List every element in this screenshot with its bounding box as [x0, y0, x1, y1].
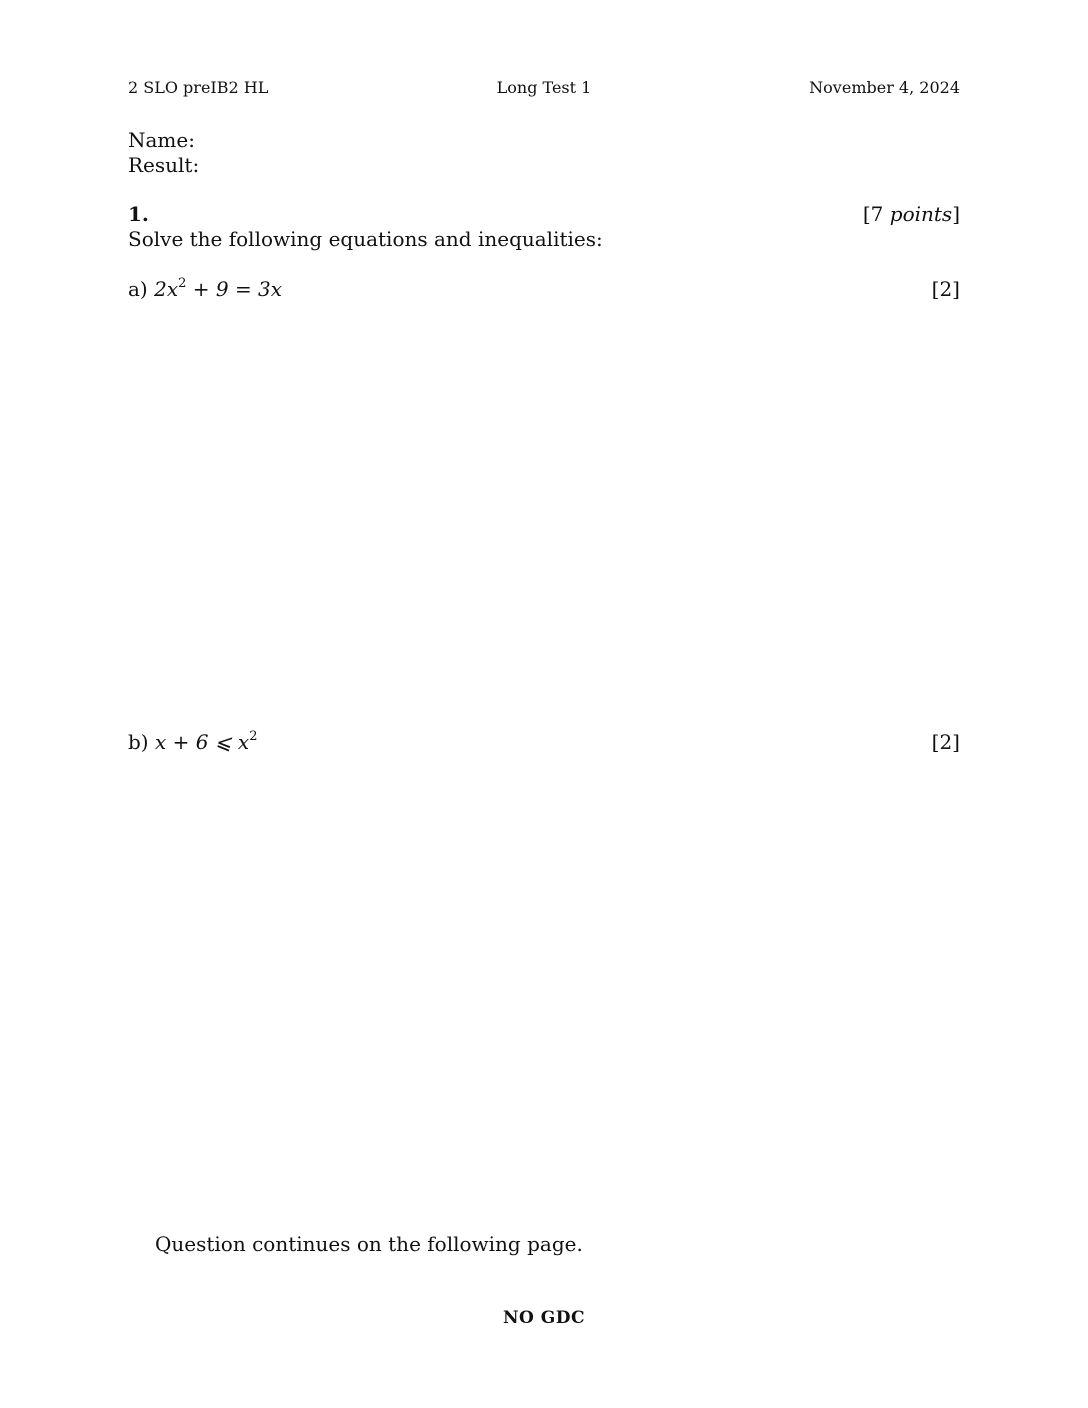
question-points — [863, 202, 960, 226]
result-label: Result: — [128, 153, 200, 177]
part-a-marks: [2] — [931, 277, 960, 301]
class-code: 2 SLO preIB2 HL — [128, 78, 269, 97]
part-a-exponent: 2 — [178, 276, 187, 291]
part-b-exponent: 2 — [249, 729, 258, 744]
part-a-expr-pre: 2x — [154, 277, 179, 301]
points-open: [7 — [862, 202, 890, 226]
name-label: Name: — [128, 128, 195, 152]
footer-no-gdc: NO GDC — [502, 1308, 586, 1328]
part-b-marks: [2] — [931, 730, 960, 754]
test-date: November 4, 2024 — [809, 78, 960, 97]
test-title: Long Test 1 — [496, 78, 592, 97]
question-number: 1. — [128, 202, 149, 226]
points-close: ] — [952, 202, 960, 226]
question-instruction: Solve the following equations and inequalities: — [128, 227, 603, 251]
part-b-expression — [155, 730, 258, 754]
part-b — [128, 730, 257, 754]
continues-note: Question continues on the following page. — [155, 1232, 583, 1256]
part-a-expression — [154, 277, 282, 301]
part-a-label: a) — [128, 277, 148, 301]
part-b-expr-pre: x + 6 ⩽ x — [154, 730, 250, 754]
part-a-expr-post: + 9 = 3x — [186, 277, 283, 301]
part-b-label: b) — [128, 730, 149, 754]
points-word: points — [889, 202, 953, 226]
part-a — [128, 277, 282, 301]
